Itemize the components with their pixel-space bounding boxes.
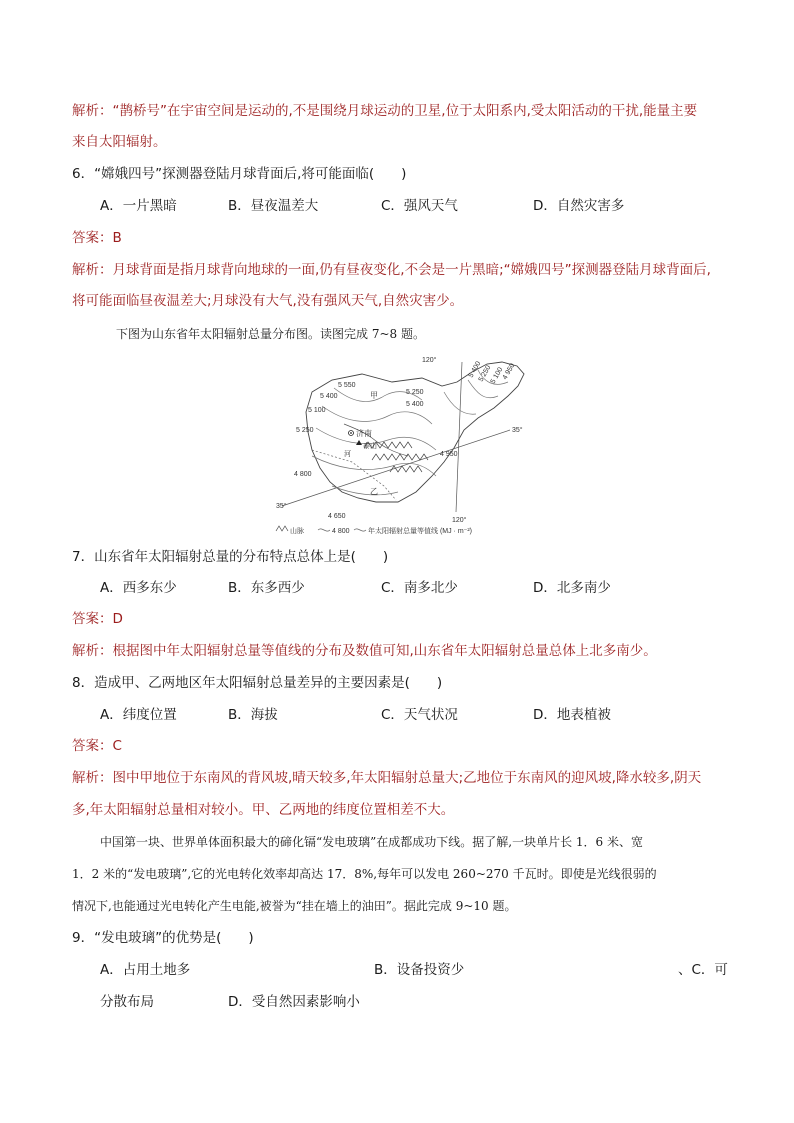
q5-analysis-line1: 解析：“鹊桥号”在宇宙空间是运动的,不是围绕月球运动的卫星,位于太阳系内,受太阳活动的干扰,能量主要 <box>72 103 698 119</box>
map-label: 4 950 <box>501 362 517 381</box>
legend-isoline-icon <box>354 529 366 531</box>
map-label: 120° <box>422 357 437 364</box>
map-label: 乙 <box>370 487 378 496</box>
isoline <box>332 486 398 495</box>
map-label: 5 400 <box>406 401 424 408</box>
legend-isoline-value: 4 800 <box>332 528 350 535</box>
map-label: 5 250 <box>406 389 424 396</box>
river <box>344 424 408 456</box>
map-label: 河 <box>344 451 351 458</box>
shandong-solar-radiation-map <box>272 352 542 542</box>
q6-option-b: B．昼夜温差大 <box>228 198 319 214</box>
q7-stem: 7．山东省年太阳辐射总量的分布特点总体上是( ) <box>72 549 389 565</box>
map-label: 泰山 <box>363 443 377 450</box>
q6-stem: 6．“嫦娥四号”探测器登陆月球背面后,将可能面临( ) <box>72 166 407 182</box>
q7-option-d: D．北多南少 <box>533 580 611 596</box>
map-label: 4 950 <box>440 451 458 458</box>
q7-option-c: C．南多北少 <box>381 580 458 596</box>
q6-option-d: D．自然灾害多 <box>533 198 625 214</box>
q9-10-intro-line2: 1．2 米的“发电玻璃”,它的光电转化效率却高达 17．8%,每年可以发电 260~270 千瓦时。即使是光线很弱的 <box>72 867 657 881</box>
map-label: 35° <box>276 503 287 510</box>
q9-option-d: D．受自然因素影响小 <box>228 994 360 1010</box>
map-label: 120° <box>452 517 467 524</box>
q9-option-a: A．占用土地多 <box>100 962 191 978</box>
legend-mountain-label: 山脉 <box>290 528 304 535</box>
mountain-range <box>390 466 422 472</box>
map-label: 5 250 <box>296 427 314 434</box>
map-label: 4 650 <box>328 513 346 520</box>
map-label: 济南 <box>356 429 372 438</box>
q6-answer: 答案：B <box>72 230 122 246</box>
q6-option-a: A．一片黑暗 <box>100 198 177 214</box>
legend-isoline-icon <box>318 529 330 531</box>
map-label: 5 100 <box>308 407 326 414</box>
map-label: 5 100 <box>489 366 505 385</box>
map-label: 甲 <box>370 391 378 400</box>
q8-option-a: A．纬度位置 <box>100 707 177 723</box>
q9-option-c-head: 、C．可 <box>678 962 728 978</box>
q8-stem: 8．造成甲、乙两地区年太阳辐射总量差异的主要因素是( ) <box>72 675 443 691</box>
q8-answer: 答案：C <box>72 738 122 754</box>
q8-option-c: C．天气状况 <box>381 707 458 723</box>
q7-option-b: B．东多西少 <box>228 580 305 596</box>
map-label: 5 550 <box>338 382 356 389</box>
map-label: 35° <box>512 427 523 434</box>
q6-option-c: C．强风天气 <box>381 198 458 214</box>
q8-analysis-line1: 解析：图中甲地位于东南风的背风坡,晴天较多,年太阳辐射总量大;乙地位于东南风的迎风坡,降水较多,阴天 <box>72 770 702 786</box>
q6-analysis-line2: 将可能面临昼夜温差大;月球没有大气,没有强风天气,自然灾害少。 <box>72 293 464 309</box>
q8-option-d: D．地表植被 <box>533 707 611 723</box>
q5-analysis-line2: 来自太阳辐射。 <box>72 134 167 150</box>
q9-10-intro-line1: 中国第一块、世界单体面积最大的碲化镉“发电玻璃”在成都成功下线。据了解,一块单片长 1．6 米、宽 <box>100 835 643 849</box>
taishan-marker <box>356 440 362 445</box>
legend-isoline-label: 年太阳辐射总量等值线 (MJ · m⁻²) <box>368 528 473 535</box>
q9-option-c-tail: 分散布局 <box>100 994 154 1010</box>
q9-stem: 9．“发电玻璃”的优势是( ) <box>72 930 254 946</box>
q8-analysis-line2: 多,年太阳辐射总量相对较小。甲、乙两地的纬度位置相差不大。 <box>72 802 455 818</box>
latitude-35-line <box>282 430 510 506</box>
q6-analysis-line1: 解析：月球背面是指月球背向地球的一面,仍有昼夜变化,不会是一片黑暗;“嫦娥四号”探测器登陆月球背面后, <box>72 262 711 278</box>
q7-answer: 答案：D <box>72 611 123 627</box>
map-label: 5 400 <box>320 393 338 400</box>
longitude-120-line <box>456 362 462 512</box>
mountain-range <box>372 454 428 460</box>
map-label: 5 250 <box>477 364 493 383</box>
isoline <box>322 406 432 424</box>
q7-analysis: 解析：根据图中年太阳辐射总量等值线的分布及数值可知,山东省年太阳辐射总量总体上北多南少。 <box>72 643 657 659</box>
legend-mountain-icon <box>276 526 288 531</box>
map-label: 4 800 <box>294 471 312 478</box>
q7-option-a: A．西多东少 <box>100 580 177 596</box>
isoline <box>312 456 436 476</box>
q9-option-b: B．设备投资少 <box>374 962 465 978</box>
q7-8-intro: 下图为山东省年太阳辐射总量分布图。读图完成 7~8 题。 <box>116 327 425 341</box>
q8-option-b: B．海拔 <box>228 707 278 723</box>
map-label: 5 400 <box>467 360 483 379</box>
q9-10-intro-line3: 情况下,也能通过光电转化产生电能,被誉为“挂在墙上的油田”。据此完成 9~10 题。 <box>72 899 517 913</box>
